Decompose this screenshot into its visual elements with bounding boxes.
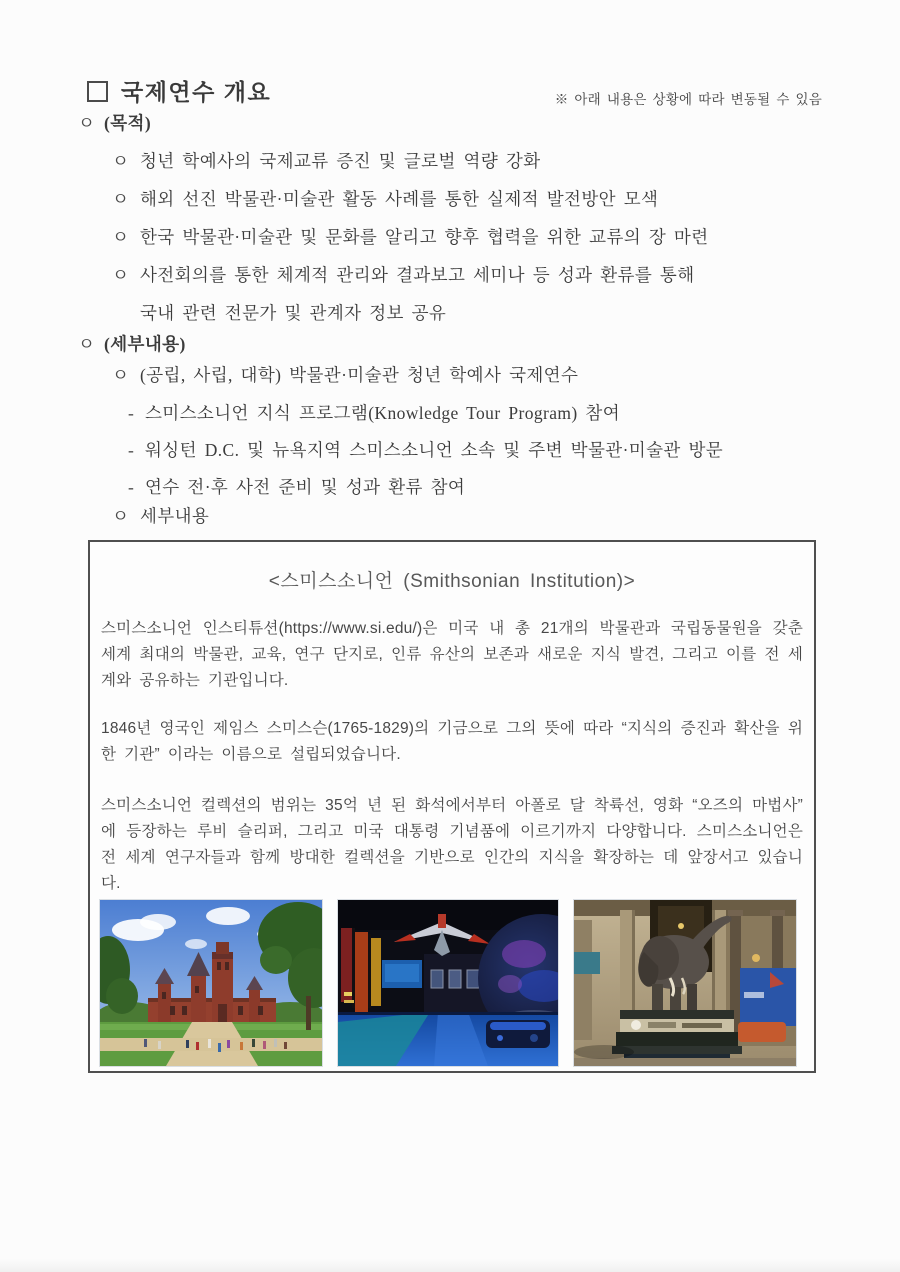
air-and-space-museum-photo [337, 899, 559, 1067]
bullet-marker: ㅇ [112, 151, 130, 171]
outline-item [128, 476, 465, 499]
infobox-title: <스미스소니언 (Smithsonian Institution)> [268, 571, 636, 592]
dash-marker: - [128, 403, 135, 423]
outline-text: 연수 전·후 사전 준비 및 성과 환류 참여 [145, 477, 466, 497]
outline-text: 청년 학예사의 국제교류 증진 및 글로벌 역량 강화 [140, 151, 541, 171]
bullet-marker: ㅇ [112, 506, 130, 526]
outline-text: 스미스소니언 지식 프로그램(Knowledge Tour Program) 참여 [145, 403, 621, 423]
infobox-paragraph-1: 스미스소니언 인스티튜션(https://www.si.edu/)은 미국 내 총 21개의 박물관과 국립동물원을 갖춘 세계 최대의 박물관, 교육, 연구 단지로, 인류 유산의 보존과 새로운 지식 발견, 그리고 이를 전 세계와 공유하는 기관입니다. [101, 620, 803, 689]
header-note: ※ 아래 내용은 상황에 따라 변동될 수 있음 [554, 92, 822, 107]
outline-item [128, 402, 620, 425]
outline-text: 워싱턴 D.C. 및 뉴욕지역 스미스소니언 소속 및 주변 박물관·미술관 방문 [145, 440, 724, 460]
outline-text: 한국 박물관·미술관 및 문화를 알리고 향후 협력을 위한 교류의 장 마련 [140, 227, 709, 247]
natural-history-rotunda-photo [573, 899, 797, 1067]
bullet-marker: ㅇ [112, 227, 130, 247]
outline-text: (세부내용) [104, 334, 186, 354]
bullet-marker: ㅇ [78, 113, 96, 133]
outline-item [112, 188, 658, 211]
outline-text: 국내 관련 전문가 및 관계자 정보 공유 [140, 303, 447, 323]
outline-text: 사전회의를 통한 체계적 관리와 결과보고 세미나 등 성과 환류를 통해 [140, 265, 695, 285]
section-header [87, 74, 271, 107]
outline-item [78, 112, 151, 135]
bullet-marker: ㅇ [112, 189, 130, 209]
outline-item [128, 439, 723, 462]
infobox-paragraph-3: 스미스소니언 컬렉션의 범위는 35억 년 된 화석에서부터 아폴로 달 착륙선, 영화 “오즈의 마법사” 에 등장하는 루비 슬리퍼, 그리고 미국 대통령 기념품에 이르기까지 다양합니다. 스미스소니언은 전 세계 연구자들과 함께 방대한 컬렉션을 기반으로 인간의 지식을 확장하는 데 앞장서고 있습니다. [101, 797, 803, 892]
outline-item [112, 264, 695, 287]
bullet-marker: ㅇ [112, 365, 130, 385]
infobox-paragraph-2: 1846년 영국인 제임스 스미스슨(1765-1829)의 기금으로 그의 뜻에 따라 “지식의 증진과 확산을 위한 기관” 이라는 이름으로 설립되었습니다. [101, 720, 803, 763]
scan-artifact-edge [0, 1259, 900, 1272]
outline-item [112, 364, 578, 387]
outline-item [112, 302, 446, 325]
dash-marker: - [128, 477, 135, 497]
outline-text: (목적) [104, 113, 152, 133]
bullet-marker: ㅇ [78, 334, 96, 354]
outline-text: 세부내용 [140, 506, 210, 526]
outline-text: 해외 선진 박물관·미술관 활동 사례를 통한 실제적 발전방안 모색 [140, 189, 659, 209]
page-title: 국제연수 개요 [121, 79, 272, 105]
outline-item [112, 150, 541, 173]
dash-marker: - [128, 440, 135, 460]
photo-row [99, 899, 797, 1065]
outline-item [78, 333, 186, 356]
square-checkbox-icon [87, 81, 108, 102]
bullet-marker: ㅇ [112, 265, 130, 285]
smithsonian-castle-photo [99, 899, 323, 1067]
smithsonian-info-box [88, 540, 816, 1073]
outline-item [112, 226, 709, 249]
outline-text: (공립, 사립, 대학) 박물관·미술관 청년 학예사 국제연수 [140, 365, 579, 385]
outline-item [112, 505, 209, 528]
